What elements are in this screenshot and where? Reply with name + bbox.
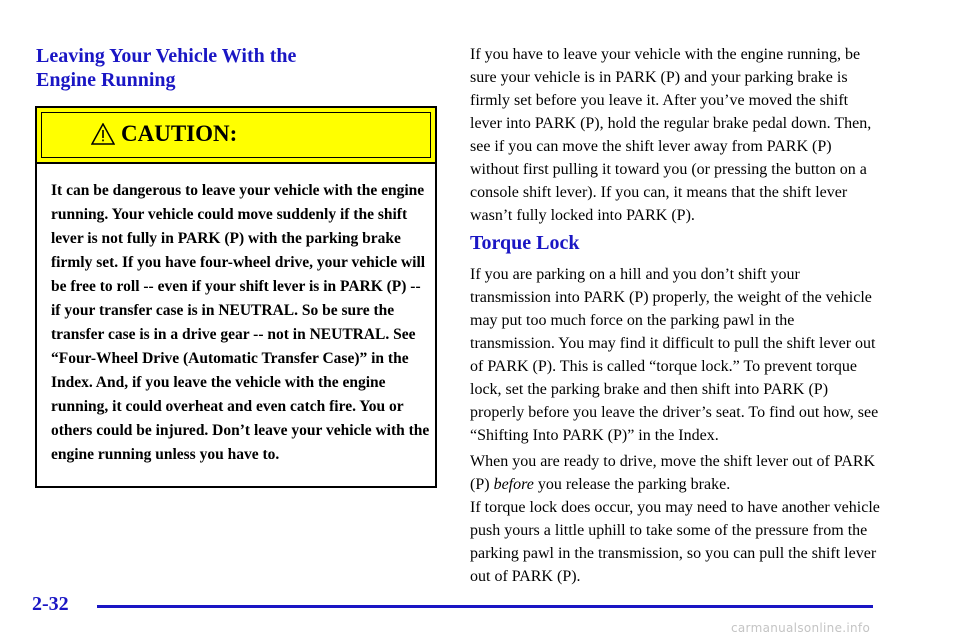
- caution-box: [35, 106, 437, 488]
- section-title: [36, 44, 436, 92]
- ready-to-drive-emphasis: before: [493, 476, 534, 493]
- ready-to-drive-text-end: you release the parking brake.: [533, 476, 731, 493]
- caution-text: It can be dangerous to leave your vehicle with the engine running. Your vehicle could move suddenly if the shift lever is not fully in PARK (P) with the parking brake firmly set. If you have four-wheel drive, your vehicle will be free to roll -- even if your shift lever is in PARK (P) -- if your transfer case is in NEUTRAL. So be sure the transfer case is in a drive gear -- not in NEUTRAL. See “Four-Wheel Drive (Automatic Transfer Case)” in the Index. And, if you leave the vehicle with the engine running, it could overheat and even catch fire. You or others could be injured. Don’t leave your vehicle with the engine running unless you have to.: [51, 182, 430, 463]
- leaving-engine-running-paragraph: If you have to leave your vehicle with the engine running, be sure your vehicle is in PARK (P) and your parking brake is firmly set before you leave it. After you’ve moved the shift lever into PARK (P), hold the regular brake pedal down. Then, see if you can move the shift lever away from PARK (P) without first pulling it toward you (or pressing the button on a console shift lever). If you can, it means that the shift lever wasn’t fully locked into PARK (P).: [470, 46, 872, 224]
- torque-lock-heading: Torque Lock: [470, 232, 580, 254]
- caution-label: CAUTION:: [121, 121, 238, 146]
- torque-lock-occurs-paragraph: If torque lock does occur, you may need to have another vehicle push yours a little uphill to take some of the pressure from the parking pawl in the transmission, so you can pull the shift lever out of PARK (P).: [470, 499, 880, 585]
- ready-to-drive-text-start: When you are ready to drive, move the shift lever out of PARK (P): [470, 453, 876, 493]
- footer-rule: [97, 605, 873, 608]
- caution-header: [37, 108, 435, 164]
- section-title-line1: Leaving Your Vehicle With the: [36, 45, 297, 67]
- page-number: 2-32: [32, 593, 69, 615]
- warning-triangle-icon: [91, 123, 115, 145]
- ready-to-drive-paragraph: [470, 450, 880, 496]
- watermark: carmanualsonline.info: [731, 621, 871, 635]
- torque-lock-paragraph: If you are parking on a hill and you don’t shift your transmission into PARK (P) properly, the weight of the vehicle may put too much force on the parking pawl in the transmission. You may find it difficult to pull the shift lever out of PARK (P). This is called “torque lock.” To prevent torque lock, set the parking brake and then shift into PARK (P) properly before you leave the driver’s seat. To find out how, see “Shifting Into PARK (P)” in the Index.: [470, 266, 879, 444]
- section-title-line2: Engine Running: [36, 69, 176, 91]
